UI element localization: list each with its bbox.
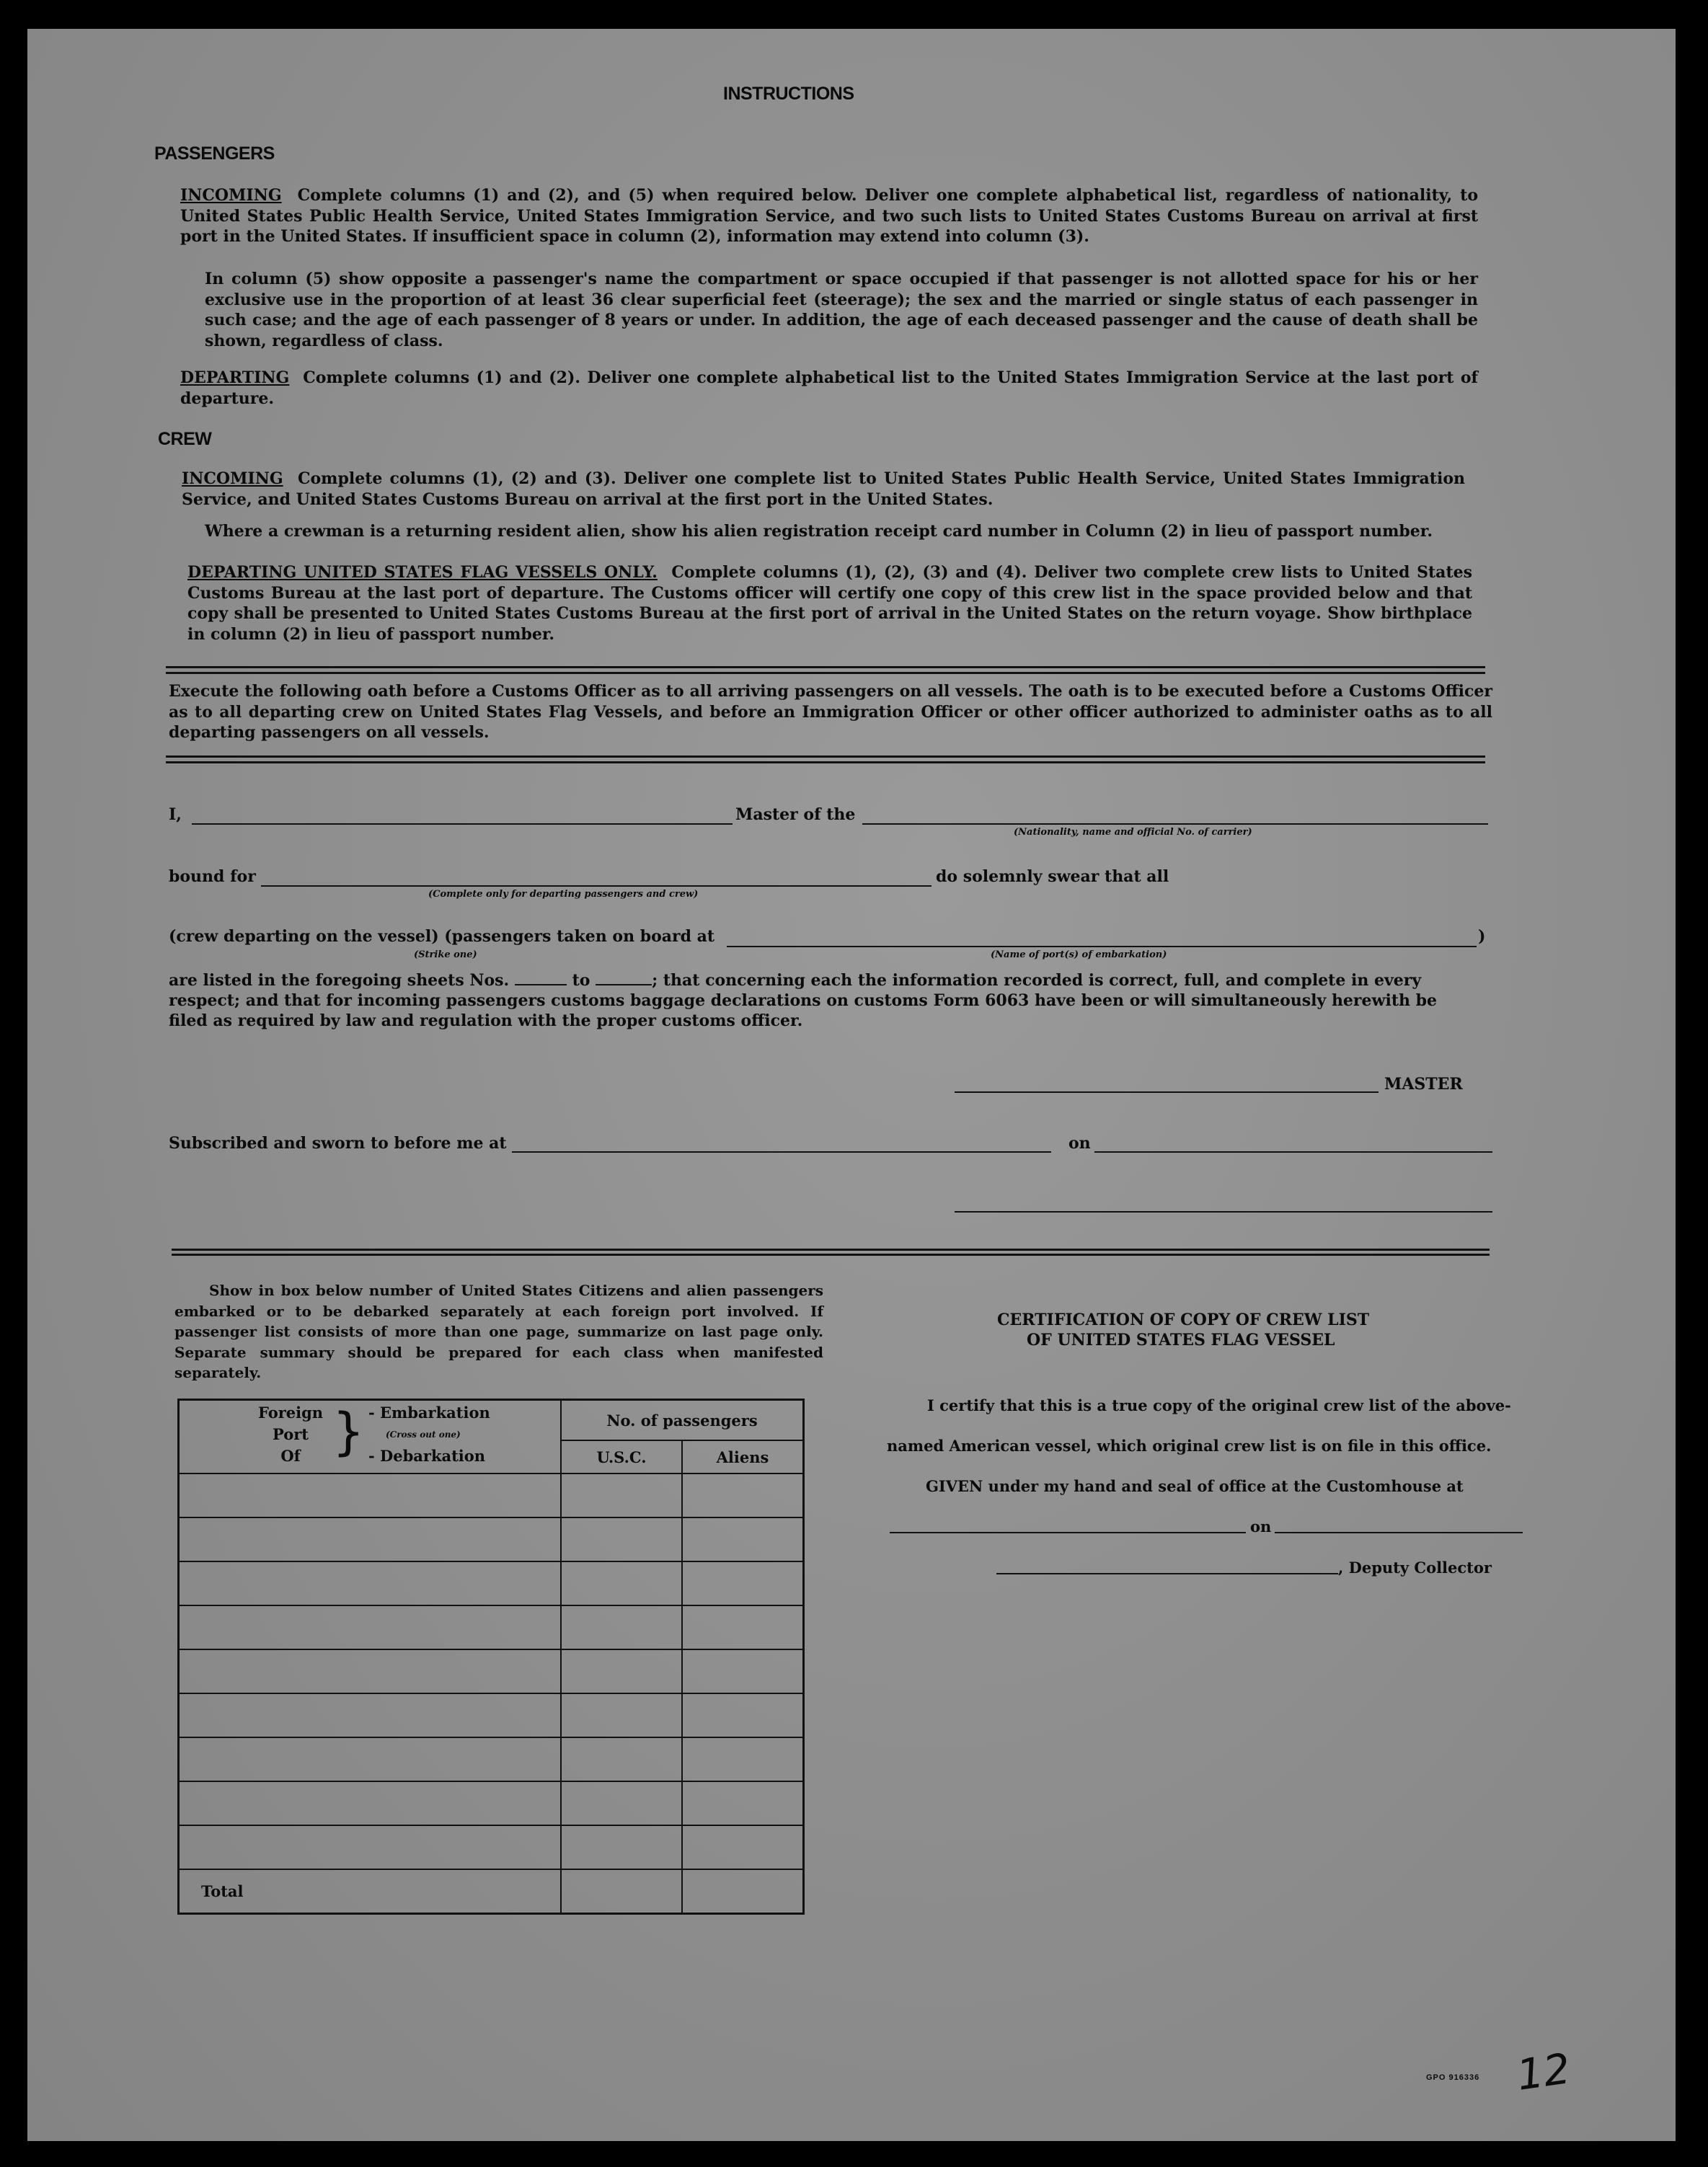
master-name-field[interactable] xyxy=(192,823,733,825)
crew-departing-paragraph xyxy=(187,562,1472,644)
sworn-on-label: on xyxy=(1068,1134,1091,1153)
port-cell[interactable] xyxy=(179,1605,562,1649)
no-of-passengers-header: No. of passengers xyxy=(561,1400,804,1441)
crew-incoming-paragraph xyxy=(182,469,1465,510)
oath-intro-paragraph: Execute the following oath before a Customs Officer as to all arriving passengers on all vessels. The oath is to be executed before a Customs Officer as to all departing crew on United States Flag Vessels, and before an Immigration Officer or other officer authorized to administer oaths as to all departing passengers on all vessels. xyxy=(169,682,1492,742)
port-label: Port xyxy=(273,1425,309,1443)
table-row xyxy=(179,1474,804,1517)
usc-header: U.S.C. xyxy=(561,1440,682,1474)
certification-on-label: on xyxy=(1250,1517,1272,1535)
passengers-incoming-paragraph xyxy=(180,185,1478,247)
port-cell[interactable] xyxy=(179,1781,562,1825)
usc-cell[interactable] xyxy=(561,1825,682,1869)
aliens-cell[interactable] xyxy=(682,1649,804,1693)
crew-departing-label: DEPARTING UNITED STATES FLAG VESSELS ONLY. xyxy=(187,563,658,582)
deputy-collector-label: , Deputy Collector xyxy=(1338,1559,1492,1577)
master-signature-field[interactable] xyxy=(955,1091,1379,1093)
debarkation-label: - Debarkation xyxy=(368,1447,486,1465)
officer-signature-field[interactable] xyxy=(955,1211,1492,1213)
aliens-cell[interactable] xyxy=(682,1605,804,1649)
bound-for-caption: (Complete only for departing passengers and crew) xyxy=(428,889,699,900)
certification-line-1: I certify that this is a true copy of the original crew list of the above- xyxy=(927,1396,1511,1414)
usc-cell[interactable] xyxy=(561,1474,682,1517)
sworn-place-field[interactable] xyxy=(512,1151,1051,1153)
usc-cell[interactable] xyxy=(561,1517,682,1561)
carrier-field[interactable] xyxy=(862,823,1488,825)
aliens-cell[interactable] xyxy=(682,1693,804,1737)
embarkation-port-field[interactable] xyxy=(727,946,1477,947)
aliens-header: Aliens xyxy=(682,1440,804,1474)
port-cell[interactable] xyxy=(179,1693,562,1737)
divider-rule xyxy=(166,672,1485,674)
aliens-cell[interactable] xyxy=(682,1825,804,1869)
usc-cell[interactable] xyxy=(561,1693,682,1737)
table-row xyxy=(179,1649,804,1693)
total-label: Total xyxy=(179,1869,562,1913)
subscribed-label: Subscribed and sworn to before me at xyxy=(169,1134,507,1153)
listed-to: to xyxy=(572,971,590,990)
port-caption: (Name of port(s) of embarkation) xyxy=(991,949,1167,960)
port-cell[interactable] xyxy=(179,1737,562,1781)
listed-text-line3: filed as required by law and regulation with the proper customs officer. xyxy=(169,1011,803,1030)
form-sheet xyxy=(27,29,1676,2141)
port-cell[interactable] xyxy=(179,1825,562,1869)
passengers-departing-text: Complete columns (1) and (2). Deliver one complete alphabetical list to the United States Immigration Service at the last port of departure. xyxy=(180,368,1478,408)
certification-date-field[interactable] xyxy=(1275,1532,1523,1533)
table-row xyxy=(179,1517,804,1561)
usc-cell[interactable] xyxy=(561,1781,682,1825)
crew-incoming-text: Complete columns (1), (2) and (3). Deliver one complete list to United States Public Health Service, United States Immigration Service, and United States Customs Bureau on arrival at the first port in the United States. xyxy=(182,469,1465,509)
sheet-to-field[interactable] xyxy=(596,971,652,985)
port-cell[interactable] xyxy=(179,1649,562,1693)
aliens-cell[interactable] xyxy=(682,1561,804,1605)
certification-line-3: GIVEN under my hand and seal of office at the Customhouse at xyxy=(926,1477,1464,1495)
bound-for-label: bound for xyxy=(169,867,256,886)
carrier-caption: (Nationality, name and official No. of carrier) xyxy=(1014,827,1252,838)
handwritten-page-number: 12 xyxy=(1513,2044,1574,2100)
certification-title-1: CERTIFICATION OF COPY OF CREW LIST xyxy=(997,1311,1370,1329)
aliens-cell[interactable] xyxy=(682,1781,804,1825)
usc-cell[interactable] xyxy=(561,1605,682,1649)
close-paren: ) xyxy=(1478,927,1486,946)
passengers-departing-paragraph xyxy=(180,368,1478,409)
usc-cell[interactable] xyxy=(561,1649,682,1693)
passengers-incoming-label: INCOMING xyxy=(180,186,282,205)
crew-heading: CREW xyxy=(158,429,212,449)
table-row xyxy=(179,1605,804,1649)
aliens-cell[interactable] xyxy=(682,1474,804,1517)
total-row xyxy=(179,1869,804,1913)
swear-label: do solemnly swear that all xyxy=(936,867,1169,886)
crew-passengers-label: (crew departing on the vessel) (passengers taken on board at xyxy=(169,927,715,946)
master-of-the-label: Master of the xyxy=(735,805,856,824)
passengers-departing-label: DEPARTING xyxy=(180,368,290,387)
crew-incoming-label: INCOMING xyxy=(182,469,283,488)
table-row xyxy=(179,1561,804,1605)
total-usc-cell[interactable] xyxy=(561,1869,682,1913)
cross-out-caption: (Cross out one) xyxy=(386,1430,461,1440)
usc-cell[interactable] xyxy=(561,1737,682,1781)
deputy-signature-field[interactable] xyxy=(996,1573,1338,1574)
port-cell[interactable] xyxy=(179,1561,562,1605)
divider-rule xyxy=(166,755,1485,758)
master-label: MASTER xyxy=(1384,1075,1463,1094)
usc-cell[interactable] xyxy=(561,1561,682,1605)
embarkation-label: - Embarkation xyxy=(368,1404,490,1422)
crew-alien-paragraph: Where a crewman is a returning resident alien, show his alien registration receipt card number in Column (2) in lieu of passport number. xyxy=(205,522,1433,541)
table-row xyxy=(179,1737,804,1781)
certification-title-2: OF UNITED STATES FLAG VESSEL xyxy=(1027,1331,1335,1350)
foreign-label: Foreign xyxy=(257,1404,324,1422)
customhouse-field[interactable] xyxy=(890,1532,1246,1533)
summary-instructions: Show in box below number of United States Citizens and alien passengers embarked or to be debarked separately at each foreign port involved. If passenger list consists of more than one page, summarize on last page only. Separate summary should be prepared for each class when manifested separately. xyxy=(174,1282,823,1381)
oath-i-label: I, xyxy=(169,805,182,824)
brace-glyph: } xyxy=(332,1402,365,1461)
total-aliens-cell[interactable] xyxy=(682,1869,804,1913)
listed-rest-1: ; that concerning each the information recorded is correct, full, and complete in every xyxy=(652,971,1422,990)
listed-prefix: are listed in the foregoing sheets Nos. xyxy=(169,971,510,990)
table-row xyxy=(179,1825,804,1869)
aliens-cell[interactable] xyxy=(682,1737,804,1781)
page-title: INSTRUCTIONS xyxy=(723,84,854,104)
passengers-incoming-text: Complete columns (1) and (2), and (5) when required below. Deliver one complete alphabetical list, regardless of nationality, to United States Public Health Service, United States Immigration Service, and two such lists to United States Customs Bureau on arrival at first port in the United States. If insufficient space in column (2), information may extend into column (3). xyxy=(180,186,1478,246)
sworn-date-field[interactable] xyxy=(1094,1151,1492,1153)
port-cell[interactable] xyxy=(179,1474,562,1517)
divider-rule xyxy=(166,666,1485,668)
crew-departing-text: Complete columns (1), (2), (3) and (4). Deliver two complete crew lists to United States Customs Bureau at the last port of departure. The Customs officer will certify one copy of this crew list in the space provided below and that copy shall be presented to United States Customs Bureau at the first port of arrival in the United States on the return voyage. Show birthplace in column (2) in lieu of passport number. xyxy=(187,563,1472,644)
of-label: Of xyxy=(280,1447,301,1465)
certification-line-2: named American vessel, which original crew list is on file in this office. xyxy=(887,1437,1492,1455)
passengers-column5-paragraph: In column (5) show opposite a passenger's name the compartment or space occupied if that passenger is not allotted space for his or her exclusive use in the proportion of at least 36 clear superficial feet (steerage); the sex and the married or single status of each passenger in such case; and the age of each passenger of 8 years or under. In addition, the age of each deceased passenger and the cause of death shall be shown, regardless of class. xyxy=(205,270,1478,350)
listed-text-line2: respect; and that for incoming passengers customs baggage declarations on customs Form 6063 have been or will simultaneously herewith be xyxy=(169,991,1438,1010)
foreign-port-header xyxy=(179,1400,562,1474)
divider-rule xyxy=(172,1254,1490,1256)
divider-rule xyxy=(172,1249,1490,1251)
aliens-cell[interactable] xyxy=(682,1517,804,1561)
listed-text-line1 xyxy=(169,970,1421,991)
port-cell[interactable] xyxy=(179,1517,562,1561)
gpo-print-code: GPO 916336 xyxy=(1426,2073,1480,2082)
sheet-from-field[interactable] xyxy=(515,971,567,985)
strike-one-caption: (Strike one) xyxy=(414,949,477,960)
table-row xyxy=(179,1781,804,1825)
passenger-summary-table xyxy=(177,1399,805,1915)
bound-for-field[interactable] xyxy=(261,885,932,887)
divider-rule xyxy=(166,761,1485,763)
passengers-heading: PASSENGERS xyxy=(154,143,275,164)
table-row xyxy=(179,1693,804,1737)
